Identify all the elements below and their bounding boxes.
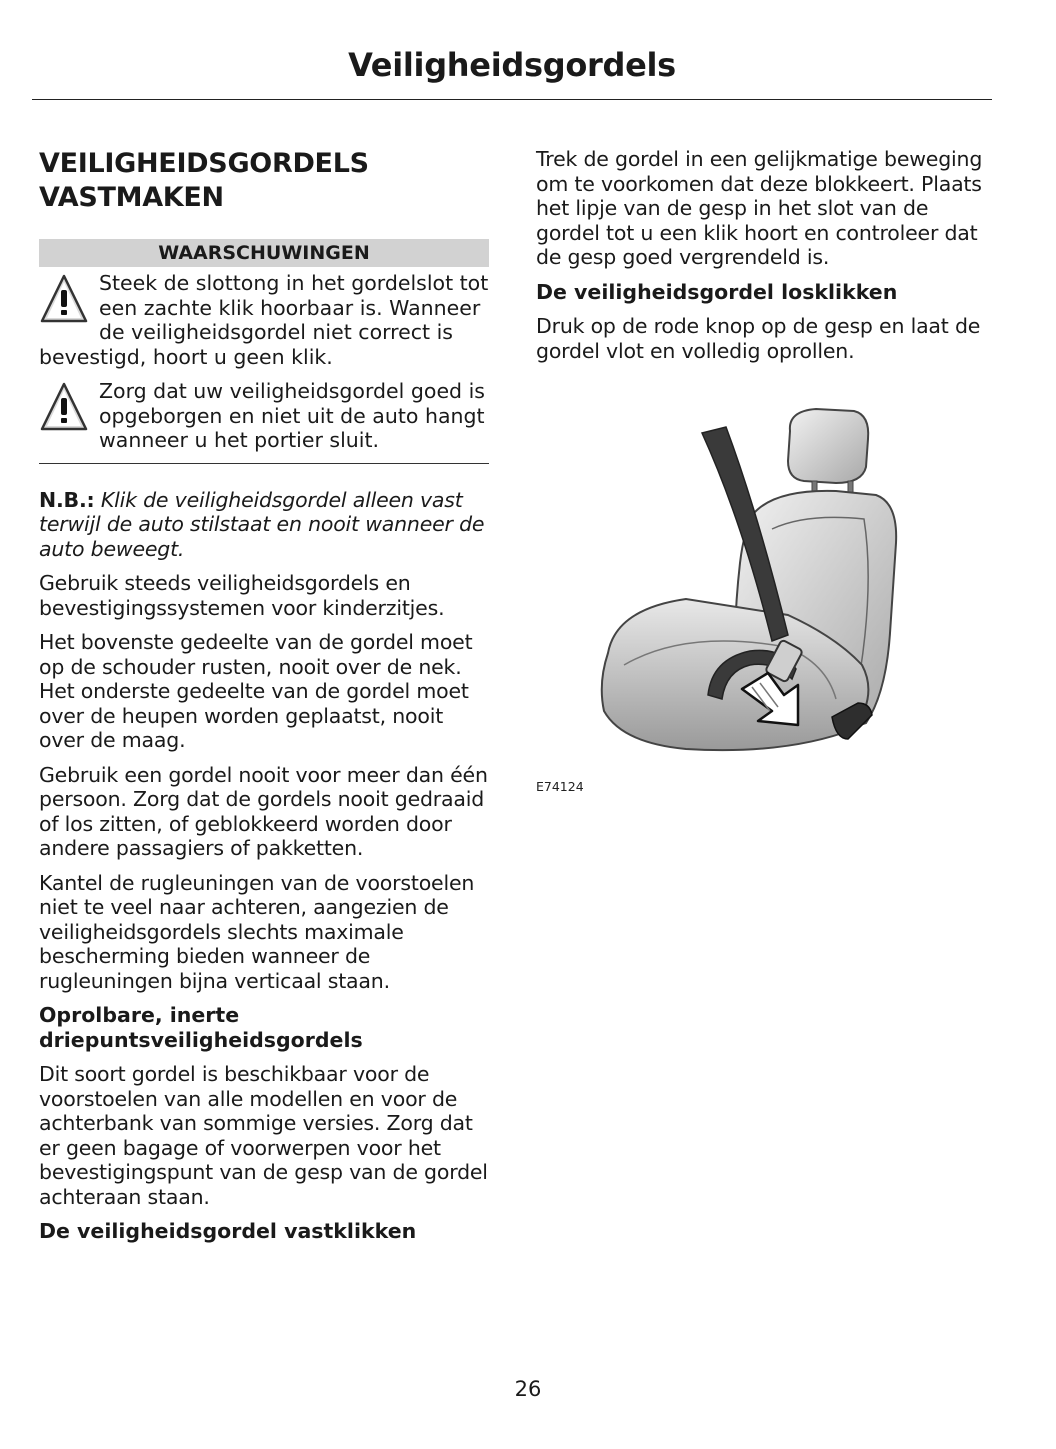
car-seat-illustration [536, 403, 986, 773]
note-label: N.B.: [39, 487, 95, 512]
warning-triangle-icon [39, 381, 89, 433]
left-column [39, 147, 489, 1254]
body-paragraph: Druk op de rode knop op de gesp en laat de gordel vlot en volledig oprollen. [536, 314, 981, 363]
seat-figure [536, 403, 986, 843]
note-text: Klik de veiligheidsgordel alleen vast terwijl de auto stilstaat en nooit wanneer de auto beweegt. [39, 487, 485, 561]
section-heading-line1: VEILIGHEIDSGORDELS [39, 148, 369, 179]
warning-text: Steek de slottong in het gordelslot tot een zachte klik hoorbaar is. Wanneer de veiligheidsgordel niet correct is bevestigd, hoort u geen klik. [39, 271, 489, 369]
page-number: 26 [514, 1377, 542, 1401]
note-paragraph [39, 488, 489, 562]
body-paragraph: Trek de gordel in een gelijkmatige beweging om te voorkomen dat deze blokkeert. Plaats het lipje van de gesp in het slot van de gordel tot u een klik hoort en controleer dat de gesp goed vergrendeld is. [536, 147, 983, 269]
subheading: Oprolbare, inerte driepuntsveiligheidsgordels [39, 1003, 363, 1052]
right-column [536, 147, 986, 843]
warnings-bar: WAARSCHUWINGEN [39, 239, 489, 267]
subheading: De veiligheidsgordel vastklikken [39, 1219, 417, 1243]
warning-triangle-icon [39, 273, 89, 325]
section-heading [39, 147, 489, 215]
warning-text: Zorg dat uw veiligheidsgordel goed is opgeborgen en niet uit de auto hangt wanneer u het portier sluit. [99, 379, 485, 452]
body-paragraph: Gebruik een gordel nooit voor meer dan één persoon. Zorg dat de gordels nooit gedraaid of los zitten, of geblokkeerd worden door andere passagiers of pakketten. [39, 762, 488, 860]
subheading: De veiligheidsgordel losklikken [536, 279, 898, 304]
body-paragraph: Dit soort gordel is beschikbaar voor de voorstoelen van alle modellen en voor de achterbank van sommige versies. Zorg dat er geen bagage of voorwerpen voor het bevestigingspunt van de gesp van de gordel achteraan staan. [39, 1062, 488, 1209]
warning-item [39, 271, 489, 369]
body-paragraph: Gebruik steeds veiligheidsgordels en bevestigingssystemen voor kinderzitjes. [39, 571, 445, 620]
title-divider [32, 99, 992, 100]
body-paragraph: Kantel de rugleuningen van de voorstoelen niet te veel naar achteren, aangezien de veiligheidsgordels slechts maximale bescherming bieden wanneer de rugleuningen bijna verticaal staan. [39, 870, 475, 993]
page-title: Veiligheidsgordels [348, 46, 676, 84]
figure-code: E74124 [536, 779, 584, 794]
body-paragraph: Het bovenste gedeelte van de gordel moet op de schouder rusten, nooit over de nek. Het onderste gedeelte van de gordel moet over de heupen worden geplaatst, nooit over de maag. [39, 630, 473, 752]
warnings-end-divider [39, 463, 489, 464]
section-heading-line2: VASTMAKEN [39, 182, 224, 213]
warning-item [39, 379, 489, 453]
